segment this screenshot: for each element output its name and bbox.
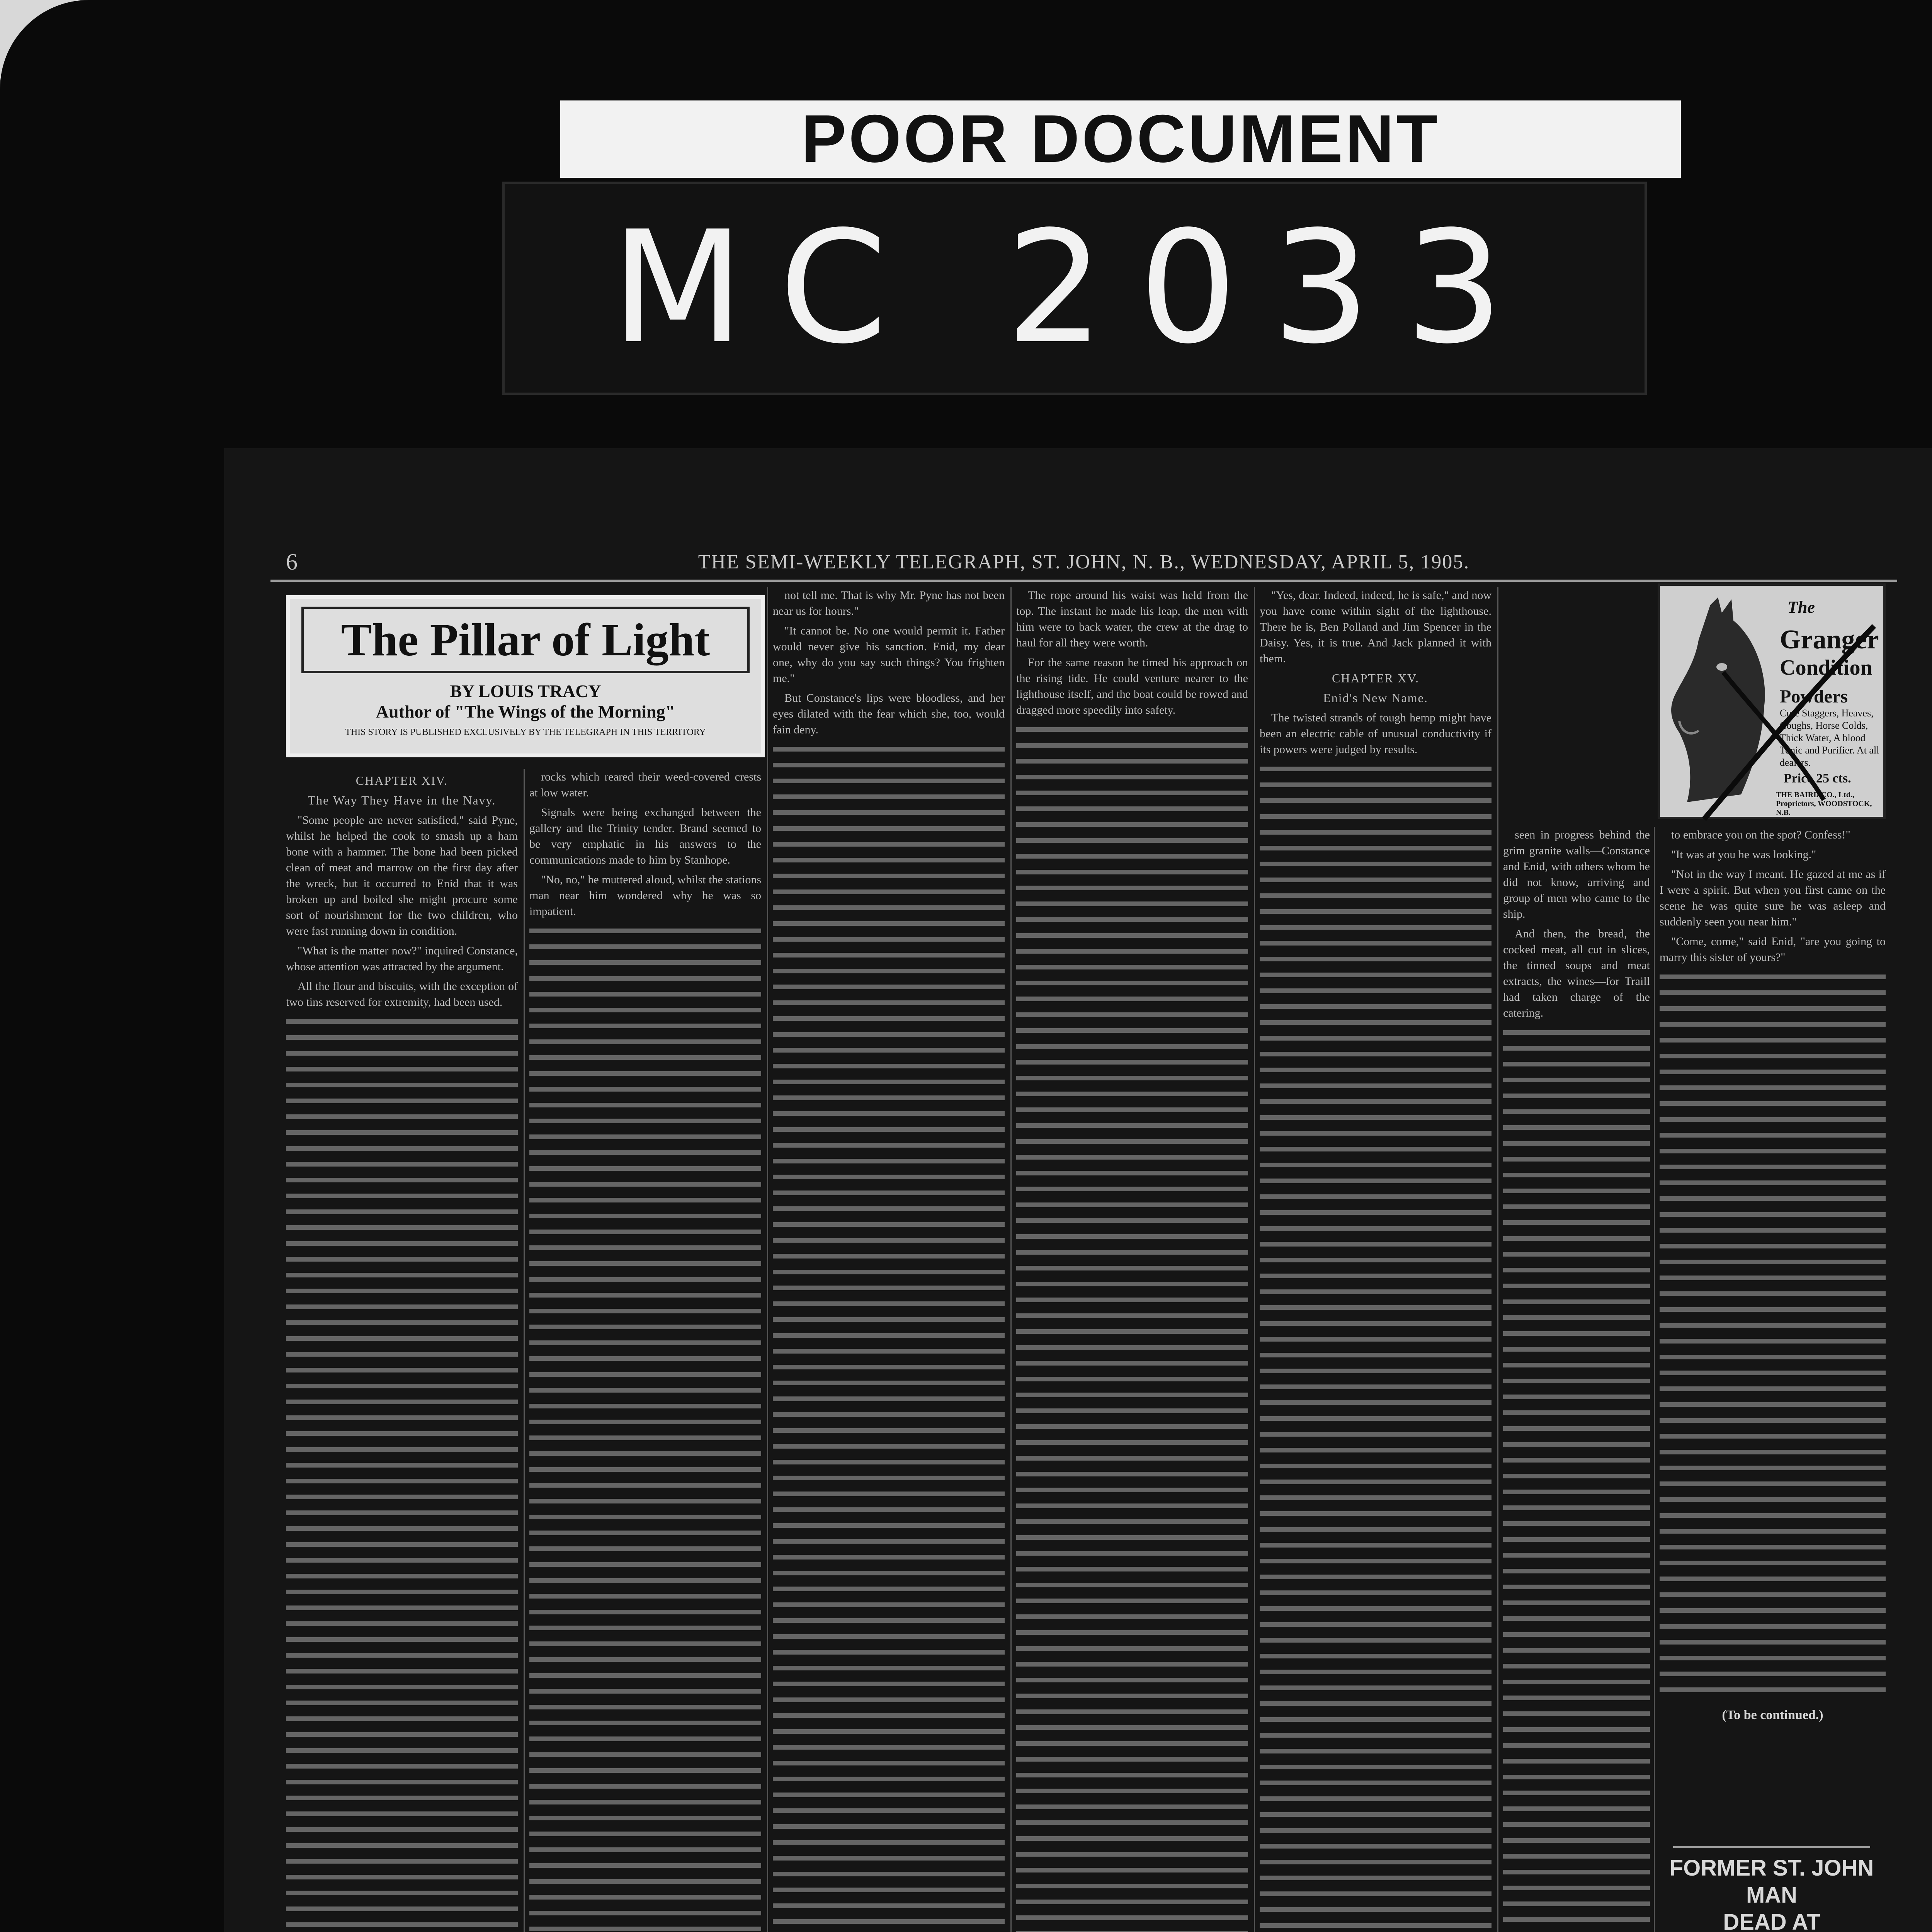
paragraph: "It cannot be. No one would permit it. Father would never give his sanction. Enid, my dear one, why do you say such things? You frighten me." (773, 624, 1005, 685)
text-lines (1260, 761, 1492, 1932)
ad-brand-line3: Powders (1780, 686, 1848, 707)
text-lines (773, 742, 1005, 1932)
text-lines (1503, 1025, 1650, 1932)
paragraph: "No, no," he muttered aloud, whilst the stations man near him wondered why he was so impatient. (529, 873, 761, 918)
paragraph: For the same reason he timed his approach on the rising tide. He could venture nearer to the lighthouse itself, and the boat could be rowed and dragged more speedily into safety. (1016, 656, 1248, 716)
text-column-6 (1503, 827, 1650, 1932)
chapter-subtitle: Enid's New Name. (1323, 691, 1428, 705)
text-column-2 (529, 769, 761, 1932)
column-rule (524, 769, 525, 1932)
text-lines (1016, 722, 1248, 1932)
paragraph: to embrace you on the spot? Confess!" (1671, 828, 1850, 841)
headline-line-1: FORMER ST. JOHN MAN (1669, 1855, 1874, 1908)
ad-brand-line2: Condition (1780, 656, 1872, 680)
text-lines (1660, 969, 1886, 1703)
paragraph: "Come, come," said Enid, "are you going to marry this sister of yours?" (1660, 935, 1886, 964)
ad-brand-the: The (1787, 598, 1815, 617)
ad-brand-name: Granger (1780, 625, 1879, 655)
chapter-heading: CHAPTER XIV. (355, 774, 448, 787)
poor-document-label: POOR DOCUMENT (560, 100, 1681, 178)
paragraph: The twisted strands of tough hemp might have been an electric cable of unusual conductivity if its powers were judged by results. (1260, 711, 1492, 756)
page-number: 6 (286, 549, 298, 575)
text-column-1 (286, 769, 518, 1932)
paragraph: "Yes, dear. Indeed, indeed, he is safe," and now you have come within sight of the lighthouse. There he is, Ben Polland and Jim Spencer in the Daisy. Yes, it is true. And Jack planned it with them. (1260, 589, 1492, 665)
reel-number-label: MC 2033 (502, 182, 1647, 395)
story-title: The Pillar of Light (301, 607, 750, 673)
column-rule (767, 587, 768, 1932)
paragraph: rocks which reared their weed-covered crests at low water. (529, 770, 761, 799)
ad-body-text: Cure Staggers, Heaves, Coughs, Horse Colds, Thick Water, A blood Tonic and Purifier. At all dealers. (1780, 707, 1879, 768)
story-title-box (286, 595, 765, 757)
column-rule (1254, 587, 1255, 1932)
paragraph: But Constance's lips were bloodless, and her eyes dilated with the fear which she, too, would fain deny. (773, 692, 1005, 736)
column-rule (1010, 587, 1012, 1932)
paragraph: "Some people are never satisfied," said Pyne, whilst he helped the cook to smash up a ham bone with a hammer. The bone had been picked clean of meat and marrow on the first day after the wreck, but it occurred to Enid that it was broken up and boiled she might procure some sort of nourishment for the two children, who were fast running down in condition. (286, 814, 518, 937)
text-column-4 (1016, 587, 1248, 1932)
chapter-subtitle: The Way They Have in the Navy. (308, 793, 496, 807)
text-column-5 (1260, 587, 1492, 1932)
paragraph: The rope around his waist was held from the top. The instant he made his leap, the men with him were to back water, the crew at the drag to haul for all they were worth. (1016, 589, 1248, 649)
headline-line-2: DEAD AT (1723, 1910, 1820, 1932)
paragraph: All the flour and biscuits, with the exception of two tins reserved for extremity, had been used. (286, 980, 518, 1009)
handwritten-cross-mark (1692, 618, 1886, 850)
column-rule (1497, 587, 1498, 1932)
to-be-continued: (To be continued.) (1722, 1708, 1823, 1722)
newspaper-masthead: THE SEMI-WEEKLY TELEGRAPH, ST. JOHN, N. B., WEDNESDAY, APRIL 5, 1905. (698, 551, 1470, 573)
paragraph: seen in progress behind the grim granite walls—Constance and Enid, with others whom he did not know, arriving and group of men who came to the ship. (1503, 828, 1650, 920)
ad-maker: THE BAIRD CO., Ltd., Proprietors, WOODSTOCK, N.B. (1776, 791, 1872, 817)
paragraph: not tell me. That is why Mr. Pyne has not been near us for hours." (773, 589, 1005, 617)
text-lines (286, 1014, 518, 1932)
paragraph: Signals were being exchanged between the gallery and the Trinity tender. Brand seemed to be very emphatic in his answers to the communications made to him by Stanhope. (529, 806, 761, 866)
story-exclusive-note: THIS STORY IS PUBLISHED EXCLUSIVELY BY THE TELEGRAPH IN THIS TERRITORY (345, 727, 706, 737)
ad-price: Price 25 cts. (1784, 771, 1851, 786)
paragraph: "What is the matter now?" inquired Constance, whose attention was attracted by the argument. (286, 944, 518, 973)
paragraph: And then, the bread, the cocked meat, all cut in slices, the tinned soups and meat extracts, the wines—for Traill had taken charge of the catering. (1503, 927, 1650, 1019)
story-author-note: Author of "The Wings of the Morning" (376, 702, 675, 721)
headline-rule (1673, 1846, 1870, 1848)
story-byline: BY LOUIS TRACY (450, 681, 601, 701)
masthead-rule (270, 580, 1897, 582)
text-lines (529, 923, 761, 1932)
chapter-heading: CHAPTER XV. (1332, 671, 1419, 685)
paragraph: "It was at you he was looking." (1671, 848, 1816, 861)
paragraph: "Not in the way I meant. He gazed at me as if I were a spirit. But when you first came on the scene he was quite sure he was asleep and suddenly seen you near him." (1660, 868, 1886, 928)
text-column-3 (773, 587, 1005, 1932)
column-rule (1654, 827, 1655, 1932)
text-column-7 (1660, 827, 1886, 1832)
news-headline-block (1658, 1839, 1886, 1932)
